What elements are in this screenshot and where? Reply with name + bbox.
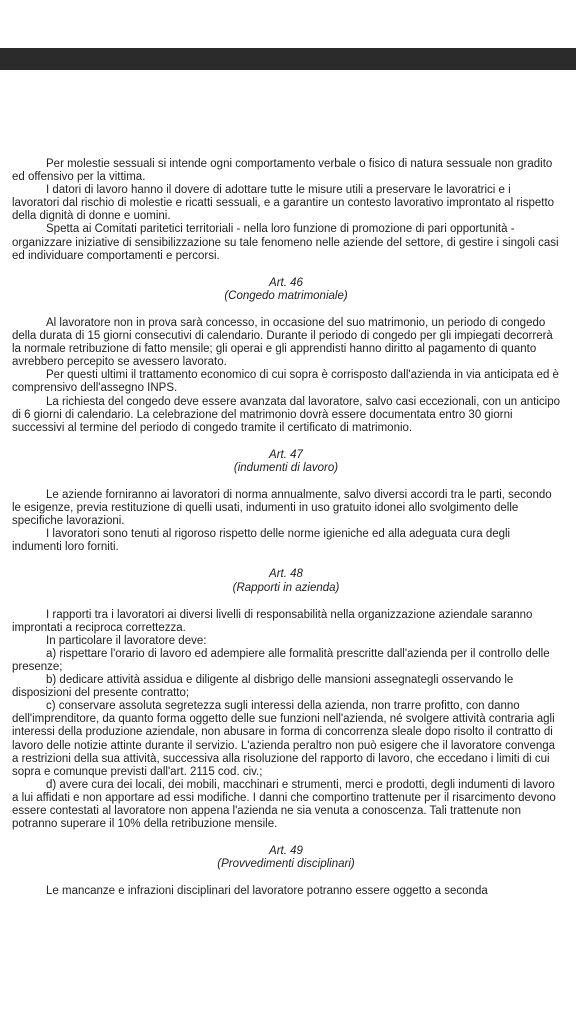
article-heading-46 xyxy=(12,277,560,303)
top-toolbar xyxy=(0,48,576,70)
paragraph: I rapporti tra i lavoratori ai diversi livelli di responsabilità nella organizzazione aziendale saranno improntati a reciproca correttezza. xyxy=(12,608,533,634)
paragraph: I datori di lavoro hanno il dovere di adottare tutte le misure utili a preservare le lavoratrici e i lavoratori dal rischio di molestie e ricatti sessuali, e a garantire un contesto lavorativo improntato al rispetto della dignità di donne e uomini. xyxy=(12,184,555,223)
list-item-d: d) avere cura dei locali, dei mobili, macchinari e strumenti, merci e prodotti, degli indumenti di lavoro a lui affidati e non apportare ad essi modifiche. I danni che comportino trattenute per il risarcimento devono essere contestati al lavoratore non appena l'azienda ne sia venuta a conoscenza. Tali trattenute non potranno superare il 10% della retribuzione mensile. xyxy=(12,778,556,831)
article-heading-47 xyxy=(12,449,560,475)
article-title: Art. 46 xyxy=(269,276,303,289)
paragraph: Le aziende forniranno ai lavoratori di norma annualmente, salvo diversi accordi tra le parti, secondo le esigenze, previa restituzione di quelli usati, indumenti in uso gratuito idonei allo svolgimento delle specifiche lavorazioni. xyxy=(12,488,552,528)
article-title: Art. 49 xyxy=(269,845,303,858)
article-subtitle: (indumenti di lavoro) xyxy=(233,461,339,474)
article-heading-49 xyxy=(12,845,560,871)
article-subtitle: (Congedo matrimoniale) xyxy=(224,289,348,302)
paragraph: Spetta ai Comitati paritetici territoriali - nella loro funzione di promozione di pari opportunità - organizzare iniziative di sensibilizzazione su tale fenomeno nelle aziende del settore, di gestire i singoli casi ed individuare comportamenti e percorsi. xyxy=(12,223,559,262)
paragraph: Le mancanze e infrazioni disciplinari del lavoratore potranno essere oggetto a seconda xyxy=(46,885,488,898)
paragraph: La richiesta del congedo deve essere avanzata dal lavoratore, salvo casi eccezionali, con un anticipo di 6 giorni di calendario. La celebrazione del matrimonio dovrà essere documentata entro 30 giorni successivi al termine del periodo di congedo tramite il certificato di matrimonio. xyxy=(12,395,560,434)
article-title: Art. 48 xyxy=(269,568,303,581)
article-heading-48 xyxy=(12,568,560,594)
article-subtitle: (Rapporti in azienda) xyxy=(232,581,340,594)
article-title: Art. 47 xyxy=(269,448,303,461)
list-item-b: b) dedicare attività assidua e diligente al disbrigo delle mansioni assegnategli osservando le disposizioni del presente contratto; xyxy=(12,674,514,700)
paragraph: Al lavoratore non in prova sarà concesso, in occasione del suo matrimonio, un periodo di congedo della durata di 15 giorni consecutivi di calendario. Durante il periodo di congedo per gli impiegati decorrerà la normale retribuzione di fatto mensile; gli operai e gli apprendisti hanno diritto al pagamento di quanto avrebbero percepito se avessero lavorato. xyxy=(12,316,553,369)
article-subtitle: (Provvedimenti disciplinari) xyxy=(217,858,355,871)
paragraph: Per questi ultimi il trattamento economico di cui sopra è corrisposto dall'azienda in via anticipata ed è comprensivo dell'assegno INPS. xyxy=(12,369,559,395)
document-page xyxy=(12,158,560,899)
paragraph: In particolare il lavoratore deve: xyxy=(46,634,207,647)
paragraph: I lavoratori sono tenuti al rigoroso rispetto delle norme igieniche ed alla adeguata cura degli indumenti loro forniti. xyxy=(12,528,511,554)
paragraph: Per molestie sessuali si intende ogni comportamento verbale o fisico di natura sessuale non gradito ed offensivo per la vittima. xyxy=(12,158,553,184)
list-item-a: a) rispettare l'orario di lavoro ed adempiere alle formalità prescritte dall'azienda per il controllo delle presenze; xyxy=(12,647,550,673)
list-item-c: c) conservare assoluta segretezza sugli interessi della azienda, non trarre profitto, con danno dell'imprenditore, da quanto forma oggetto delle sue funzioni nell'azienda, né svolgere attività contraria agli interessi della produzione aziendale, non abusare in forma di concorrenza sleale dopo risolto il contratto di lavoro delle notizie attinte durante il servizio. L'azienda peraltro non può esigere che il lavoratore convenga a restrizioni della sua attività, successiva alla risoluzione del rapporto di lavoro, che eccedano i limiti di cui sopra e comunque previsti dall'art. 2115 cod. civ.; xyxy=(12,700,556,778)
